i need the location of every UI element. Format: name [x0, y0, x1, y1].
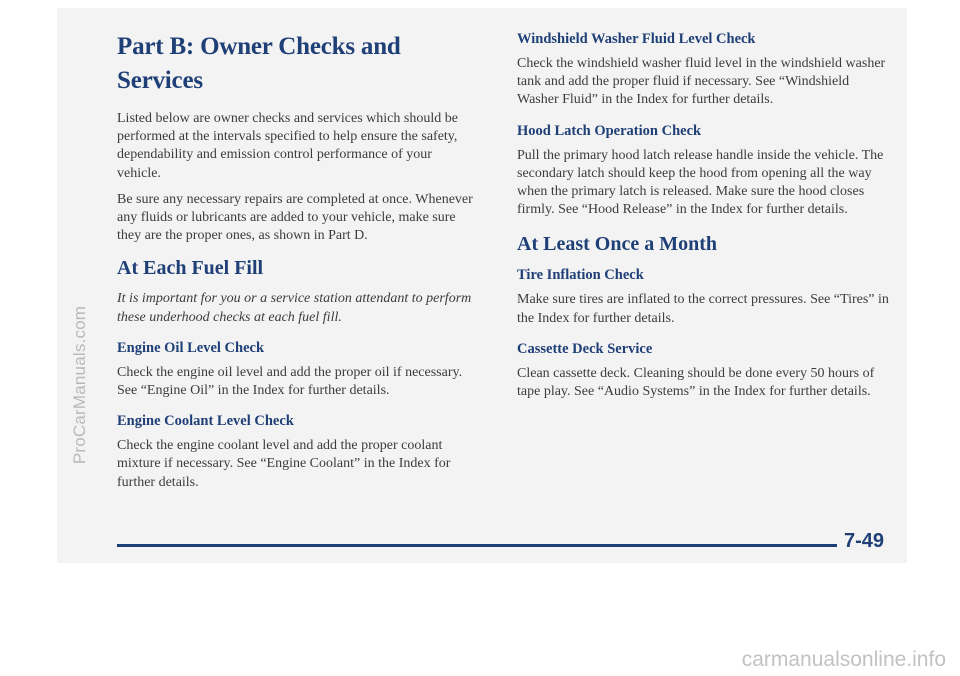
- page-number: 7-49: [844, 530, 885, 552]
- check-item-tire-inflation: [517, 266, 892, 327]
- footer-rule: [117, 544, 837, 547]
- intro-paragraph: Be sure any necessary repairs are completed at once. Whenever any fluids or lubricants are added to your vehicle, make sure they are the proper ones, as shown in Part D.: [117, 191, 473, 244]
- bottom-watermark: carmanualsonline.info: [741, 648, 946, 671]
- intro-paragraph: Listed below are owner checks and services which should be performed at the intervals specified to help ensure the safety, dependability and emission control performance of your vehicle.: [117, 111, 458, 181]
- section-title-fuel-fill: At Each Fuel Fill: [117, 257, 264, 280]
- check-heading: Hood Latch Operation Check: [517, 122, 702, 139]
- check-text: Check the engine coolant level and add the proper coolant mixture if necessary. See “Engine Coolant” in the Index for further details.: [117, 438, 451, 490]
- section-note: It is important for you or a service station attendant to perform these underhood checks at each fuel fill.: [117, 291, 472, 325]
- check-heading: Tire Inflation Check: [517, 267, 644, 284]
- side-watermark: ProCarManuals.com: [70, 305, 89, 465]
- check-item-cassette-deck: [517, 340, 892, 401]
- check-item-washer-fluid: [517, 30, 892, 110]
- check-item-engine-coolant: [117, 412, 479, 492]
- check-item-hood-latch: [517, 122, 892, 220]
- check-item-engine-oil: [117, 339, 479, 400]
- check-text: Check the windshield washer fluid level in the windshield washer tank and add the proper fluid if necessary. See “Windshield Washer Fluid” in the Index for further details.: [517, 56, 886, 108]
- check-text: Pull the primary hood latch release handle inside the vehicle. The secondary latch should keep the hood from opening all the way when the primary latch is released. Make sure the hood closes firmly. See “Hood Release” in the Index for further details.: [517, 147, 884, 218]
- left-column: [117, 30, 479, 504]
- page-title: Part B: Owner Checks and Services: [117, 33, 401, 94]
- check-text: Clean cassette deck. Cleaning should be done every 50 hours of tape play. See “Audio Systems” in the Index for further details.: [517, 365, 875, 400]
- right-column: [517, 30, 892, 413]
- check-heading: Cassette Deck Service: [517, 340, 653, 357]
- check-text: Check the engine oil level and add the proper oil if necessary. See “Engine Oil” in the Index for further details.: [117, 364, 463, 399]
- check-heading: Engine Oil Level Check: [117, 339, 265, 356]
- check-text: Make sure tires are inflated to the correct pressures. See “Tires” in the Index for further details.: [517, 292, 889, 326]
- section-title-monthly: At Least Once a Month: [517, 233, 717, 256]
- check-heading: Engine Coolant Level Check: [117, 413, 294, 430]
- check-heading: Windshield Washer Fluid Level Check: [517, 31, 756, 47]
